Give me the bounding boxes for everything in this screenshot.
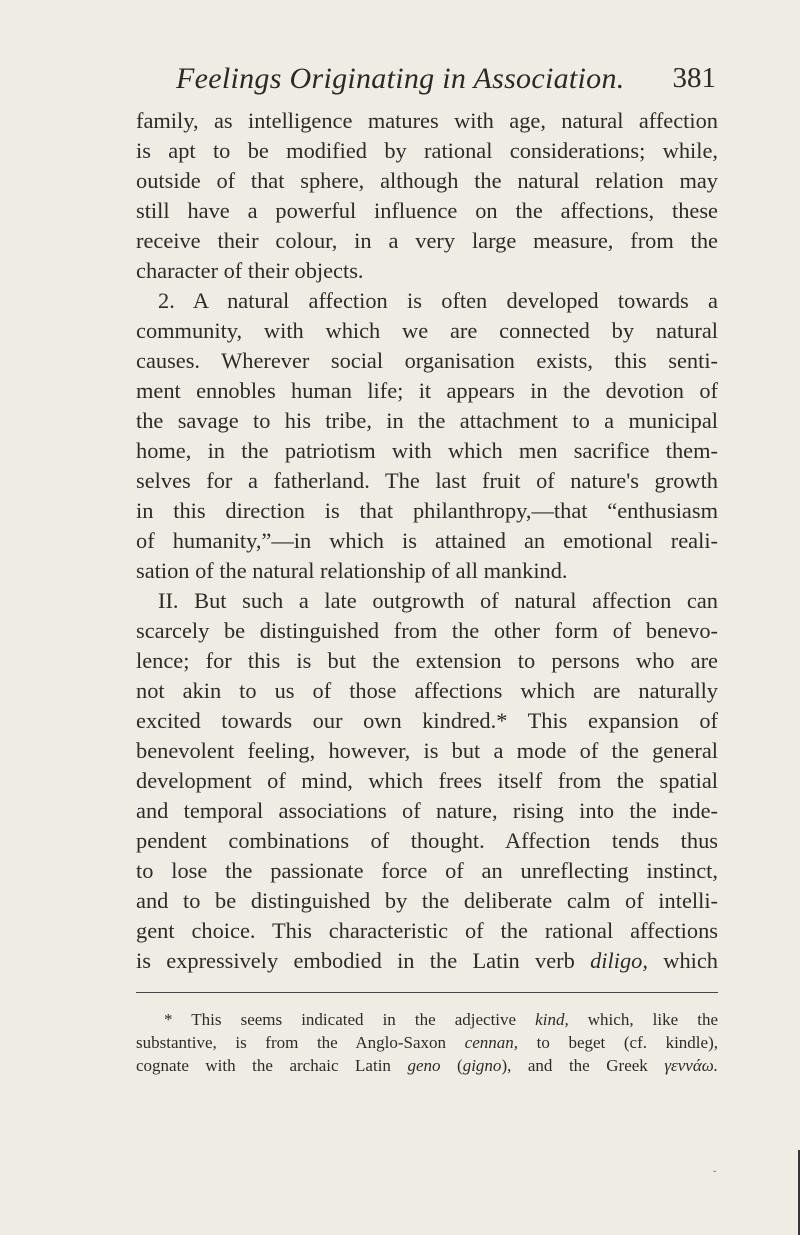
footnote-line: [136, 1008, 718, 1031]
text-line: is apt to be modified by rational considerations; while,: [136, 138, 718, 163]
text-segment: ), and the Greek: [501, 1056, 665, 1075]
text-line: and to be distinguished by the deliberate calm of intelli-: [136, 888, 718, 913]
text-segment: which: [647, 948, 718, 973]
text-segment: to beget (cf. kindle),: [518, 1033, 718, 1052]
text-segment: (: [440, 1056, 463, 1075]
footnote-line: [136, 1054, 718, 1077]
text-line: home, in the patriotism with which men sacrifice them-: [136, 438, 718, 463]
text-line: scarcely be distinguished from the other form of benevo-: [136, 618, 718, 643]
text-line: excited towards our own kindred.* This expansion of: [136, 708, 718, 733]
italic-word: cennan,: [464, 1033, 518, 1052]
text-line: [136, 946, 718, 976]
text-line: outside of that sphere, although the natural relation may: [136, 168, 718, 193]
text-line: and temporal associations of nature, rising into the inde-: [136, 798, 718, 823]
text-line: the savage to his tribe, in the attachment to a municipal: [136, 408, 718, 433]
text-line: still have a powerful influence on the affections, these: [136, 198, 718, 223]
text-line: sation of the natural relationship of all mankind.: [136, 558, 568, 583]
footnote-line: [136, 1031, 718, 1054]
italic-word: kind,: [535, 1010, 569, 1029]
footnote-rule: [136, 992, 718, 993]
text-line: benevolent feeling, however, is but a mode of the general: [136, 738, 718, 763]
footnote: [136, 1008, 718, 1077]
text-line: 2. A natural affection is often developed towards a: [158, 288, 718, 313]
running-head-title: Feelings Originating in Association.: [176, 62, 625, 95]
text-line: selves for a fatherland. The last fruit of nature's growth: [136, 468, 718, 493]
italic-word: gigno: [462, 1056, 502, 1075]
text-line: in this direction is that philanthropy,—that “enthusiasm: [136, 498, 718, 523]
text-segment: * This seems indicated in the adjective: [164, 1010, 536, 1029]
text-line: community, with which we are connected by natural: [136, 318, 718, 343]
italic-word: diligo,: [590, 948, 648, 973]
scan-speck: ˇ: [713, 1170, 717, 1181]
text-line: receive their colour, in a very large measure, from the: [136, 228, 718, 253]
italic-word: geno: [407, 1056, 441, 1075]
text-line: family, as intelligence matures with age, natural affection: [136, 108, 718, 133]
text-line: to lose the passionate force of an unreflecting instinct,: [136, 858, 718, 883]
text-line: ment ennobles human life; it appears in the devotion of: [136, 378, 718, 403]
text-line: development of mind, which frees itself from the spatial: [136, 768, 718, 793]
text-line: character of their objects.: [136, 258, 364, 283]
text-line: lence; for this is but the extension to persons who are: [136, 648, 718, 673]
text-segment: substantive, is from the Anglo-Saxon: [136, 1033, 465, 1052]
text-segment: cognate with the archaic Latin: [136, 1056, 408, 1075]
text-line: pendent combinations of thought. Affection tends thus: [136, 828, 718, 853]
body-text: [136, 106, 718, 976]
page-number: 381: [672, 62, 716, 94]
text-line: not akin to us of those affections which are naturally: [136, 678, 718, 703]
italic-word: γεννάω.: [664, 1056, 718, 1075]
text-line: causes. Wherever social organisation exists, this senti-: [136, 348, 718, 373]
text-line: of humanity,”—in which is attained an emotional reali-: [136, 528, 718, 553]
text-segment: which, like the: [568, 1010, 718, 1029]
text-line: II. But such a late outgrowth of natural affection can: [158, 588, 718, 613]
text-segment: is expressively embodied in the Latin verb: [136, 948, 591, 973]
running-head: [176, 62, 716, 102]
text-line: gent choice. This characteristic of the rational affections: [136, 918, 718, 943]
